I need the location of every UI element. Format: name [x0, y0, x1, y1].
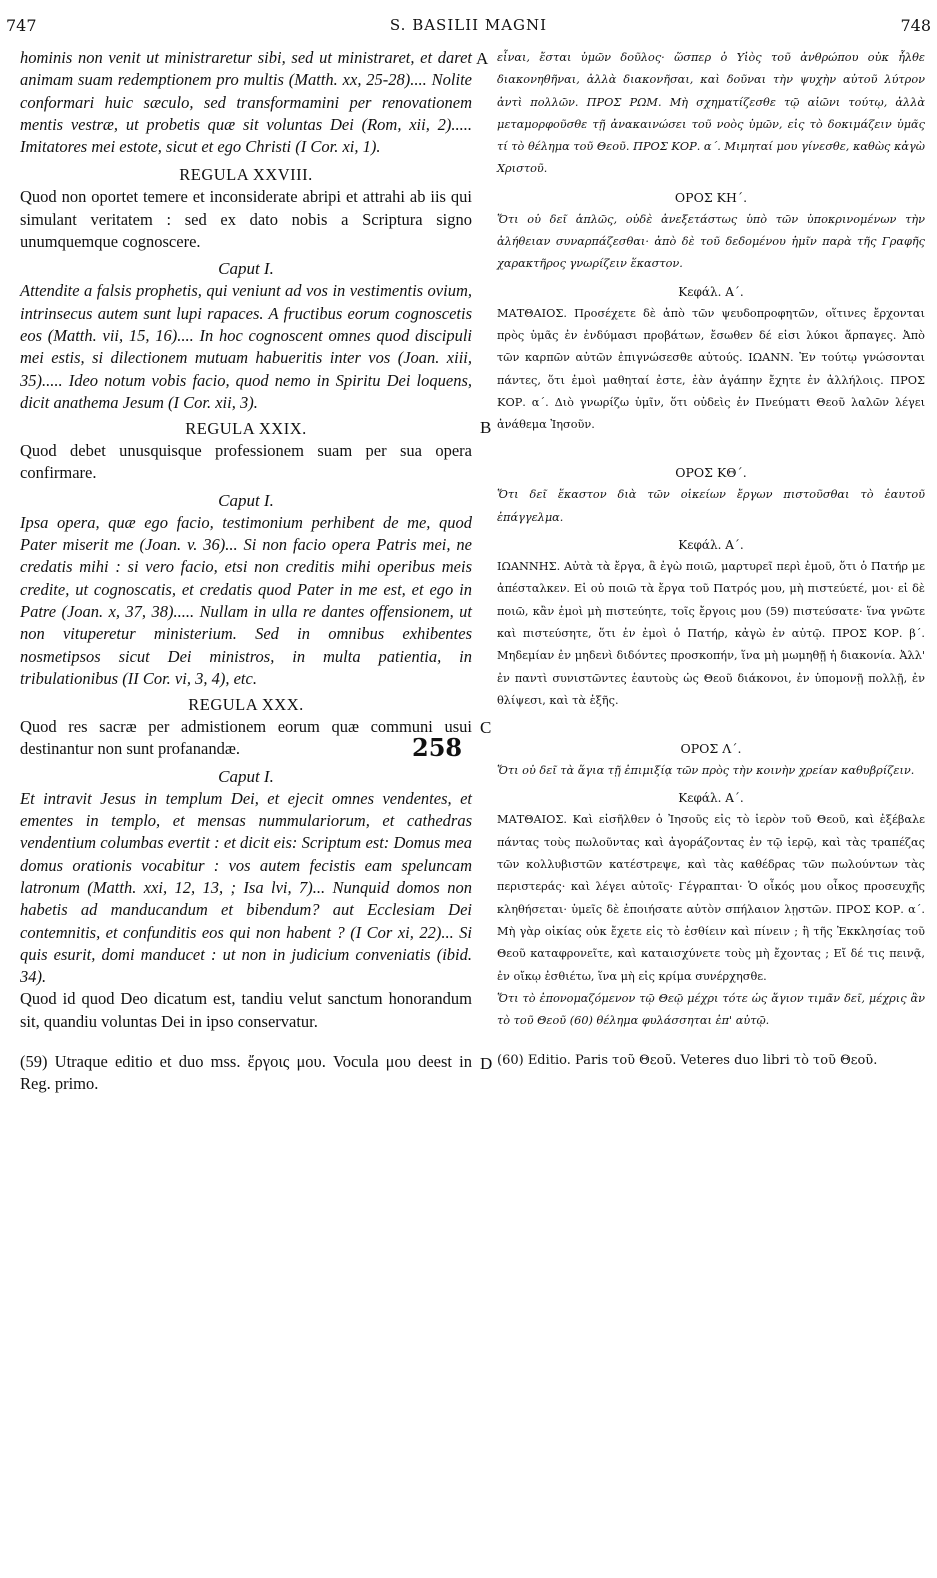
greek-footnote-60: (60) Editio. Paris τοῦ Θεοῦ. Veteres duo libri τὸ τοῦ Θεοῦ.	[497, 1053, 878, 1069]
margin-letter-d: D	[480, 1054, 493, 1073]
latin-rule-29-heading: REGULA XXIX.	[185, 419, 307, 439]
latin-rule-30-second-title: Quod id quod Deo dicatum est, tandiu velut sanctum honorandum sit, quandiu voluntas Dei in ipso conservatur.	[20, 989, 472, 1031]
page-number-left: 747	[6, 16, 37, 35]
latin-footnote-59: (59) Utraque editio et duo mss. ἔργοις μου. Vocula μου deest in Reg. primo.	[20, 1051, 472, 1094]
latin-rule-30-heading: REGULA XXX.	[188, 695, 304, 715]
latin-rule-30-caput: Caput I.	[218, 766, 274, 786]
page-header	[0, 16, 937, 40]
greek-rule-28-heading: ΟΡΟΣ ΚΗ΄.	[674, 189, 748, 205]
latin-opening-text: hominis non venit ut ministraretur sibi, sed ut ministraret, et daret animam suam redemptionem pro multis (Matth. xx, 25-28).... Nolite conformari huic sæculo, sed transformamini per renovationem mentis vestræ, ut probetis quæ sit voluntas Dei (Rom, xii, 2)..... Imitatores mei estote, sicut et ego Christi (I Cor. xi, 1).	[20, 48, 472, 157]
greek-rule-29-caput: Κεφάλ. Α΄.	[678, 538, 744, 553]
latin-rule-29-caput: Caput I.	[218, 490, 274, 510]
greek-rule-30-heading: ΟΡΟΣ Λ΄.	[680, 741, 742, 757]
latin-rule-30-text: Et intravit Jesus in templum Dei, et ejecit omnes vendentes, et ementes in templo, et mensas nummulariorum, et cathedras vendentium columbas evertit : et dicit eis: Scriptum est: Domus mea domus orationis vocabitur : vos autem fecistis eam speluncam latronum (Matth. xxi, 12, 13, ; Isa lvi, 7)... Nunquid domos non habetis ad manducandum et bibendum? aut Ecclesiam Dei contemnitis, et confunditis eos qui non habent ? (I Cor xi, 22)... Si quis esurit, domi manducet : ut non in judicium conveniatis (ibid. 34).	[20, 788, 472, 987]
margin-letter-b: B	[480, 418, 492, 437]
greek-column	[497, 47, 925, 1073]
greek-rule-30-title: Ὅτι οὐ δεῖ τὰ ἅγια τῇ ἐπιμιξίᾳ τῶν πρὸς τὴν κοινὴν χρείαν καθυβρίζειν.	[497, 764, 915, 778]
page-marker-number: 258	[412, 733, 463, 762]
greek-rule-30-caput: Κεφάλ. Α΄.	[678, 791, 744, 806]
latin-rule-28-text: Attendite a falsis prophetis, qui veniunt ad vos in vestimentis ovium, intrinsecus autem sunt lupi rapaces. A fructibus eorum cognoscetis eos (Matth. vii, 15, 16).... In hoc cognoscent omnes quod discipuli mei estis, si dilectionem mutuam habueritis inter vos (Joan. xiii, 35)..... Ideo notum vobis facio, quod nemo in Spiritu Dei loquens, dicit anathema Jesum (I Cor. xii, 3).	[20, 281, 472, 412]
greek-opening-text: εἶναι, ἔσται ὑμῶν δοῦλος· ὥσπερ ὁ Υἱὸς τοῦ ἀνθρώπου οὐκ ἦλθε διακονηθῆναι, ἀλλὰ διακονῆσαι, καὶ δοῦναι τὴν ψυχὴν αὐτοῦ λύτρον ἀντὶ πολλῶν. ΠΡΟΣ ΡΩΜ. Μὴ σχηματίζεσθε τῷ αἰῶνι τούτῳ, ἀλλὰ μεταμορφοῦσθε τῇ ἀνακαινώσει τοῦ νοὸς ὑμῶν, εἰς τὸ δοκιμάζειν ὑμᾶς τί τὸ θέλημα τοῦ Θεοῦ. ΠΡΟΣ ΚΟΡ. α΄. Μιμηταί μου γίνεσθε, καθὼς κἀγὼ Χριστοῦ.	[497, 51, 925, 176]
latin-rule-30-title: Quod res sacræ per admistionem eorum quæ communi usui destinantur non sunt profanandæ.	[20, 717, 472, 759]
running-title: S. BASILII MAGNI	[389, 16, 548, 34]
greek-rule-30-second-title: Ὅτι τὸ ἐπονομαζόμενον τῷ Θεῷ μέχρι τότε ὡς ἅγιον τιμᾶν δεῖ, μέχρις ἂν τὸ τοῦ Θεοῦ (60) θέλημα φυλάσσηται ἐπ' αὐτῷ.	[497, 991, 925, 1028]
greek-rule-28-title: Ὅτι οὐ δεῖ ἁπλῶς, οὐδὲ ἀνεξετάστως ὑπὸ τῶν ὑποκρινομένων τὴν ἀλήθειαν συναρπάζεσθαι· ἀπὸ δὲ τοῦ δεδομένου ἡμῖν παρὰ τῆς Γραφῆς χαρακτῆρος γνωρίζειν ἕκαστον.	[497, 212, 925, 271]
latin-column	[20, 47, 472, 1096]
latin-rule-28-caput: Caput I.	[218, 259, 274, 279]
greek-rule-29-heading: ΟΡΟΣ ΚΘ΄.	[675, 465, 747, 481]
latin-rule-29-text: Ipsa opera, quæ ego facio, testimonium perhibent de me, quod Pater miserit me (Joan. v. 36)... Si non facio opera Patris mei, ne credatis mihi : si vero facio, etsi non creditis mihi operibus meis credite, ut cognoscatis, et credatis quod Pater in me est, et ego in Patre (Joan. x, 37, 38)..... Nullam in ulla re dantes offensionem, ut non vituperetur ministerium. Sed in omnibus exhibentes nosmetipsos sicut Dei ministros, in multa patientia, in tribulationibus (II Cor. vi, 3, 4), etc.	[20, 512, 472, 688]
greek-rule-29-title: Ὅτι δεῖ ἕκαστον διὰ τῶν οἰκείων ἔργων πιστοῦσθαι τὸ ἑαυτοῦ ἐπάγγελμα.	[497, 488, 925, 524]
greek-rule-28-caput: Κεφάλ. Α΄.	[678, 284, 744, 299]
margin-letter-c: C	[480, 718, 492, 737]
greek-rule-29-text: ΙΩΑΝΝΗΣ. Αὐτὰ τὰ ἔργα, ἃ ἐγὼ ποιῶ, μαρτυρεῖ περὶ ἐμοῦ, ὅτι ὁ Πατήρ με ἀπέσταλκεν. Εἰ οὐ ποιῶ τὰ ἔργα τοῦ Πατρός μου, μὴ πιστεύετέ, μοι· εἰ δὲ ποιῶ, κἂν ἐμοὶ μὴ πιστεύητε, τοῖς ἔργοις μου (59) πιστεύσατε· ἵνα γνῶτε καὶ πιστεύσητε, ὅτι ἐν ἐμοὶ ὁ Πατήρ, κἀγὼ ἐν αὐτῷ. ΠΡΟΣ ΚΟΡ. β΄. Μηδεμίαν ἐν μηδενὶ διδόντες προσκοπήν, ἵνα μὴ μωμηθῇ ἡ διακονία. Ἀλλ' ἐν παντὶ συνιστῶντες ἑαυτοὺς ὡς Θεοῦ διάκονοι, ἐν ὑπομονῇ πολλῇ, ἐν θλίψεσι, καὶ τὰ ἑξῆς.	[497, 560, 925, 707]
latin-rule-28-heading: REGULA XXVIII.	[179, 165, 313, 185]
greek-rule-28-text: ΜΑΤΘΑΙΟΣ. Προσέχετε δὲ ἀπὸ τῶν ψευδοπροφητῶν, οἵτινες ἔρχονται πρὸς ὑμᾶς ἐν ἐνδύμασι προβάτων, ἔσωθεν δέ εἰσι λύκοι ἅρπαγες. Ἀπὸ τῶν καρπῶν αὐτῶν ἐπιγνώσεσθε αὐτούς. ΙΩΑΝΝ. Ἐν τούτῳ γνώσονται πάντες, ὅτι ἐμοὶ μαθηταί ἐστε, ἐὰν ἀγάπην ἔχητε ἐν ἀλλήλοις. ΠΡΟΣ ΚΟΡ. α΄. Διὸ γνωρίζω ὑμῖν, ὅτι οὐδεὶς ἐν Πνεύματι Θεοῦ λαλῶν λέγει ἀνάθεμα Ἰησοῦν.	[497, 306, 925, 432]
latin-rule-29-title: Quod debet unusquisque professionem suam per sua opera confirmare.	[20, 441, 472, 483]
greek-rule-30-text: ΜΑΤΘΑΙΟΣ. Καὶ εἰσῆλθεν ὁ Ἰησοῦς εἰς τὸ ἱερὸν τοῦ Θεοῦ, καὶ ἐξέβαλε πάντας τοὺς πωλοῦντας καὶ ἀγοράζοντας ἐν τῷ ἱερῷ, καὶ τὰς τραπέζας τῶν κολλυβιστῶν κατέστρεψε, καὶ τὰς καθέδρας τῶν πωλούντων τὰς περιστεράς· καὶ λέγει αὐτοῖς· Γέγραπται· Ὁ οἶκός μου οἶκος προσευχῆς κληθήσεται· ὑμεῖς δὲ ἐποιήσατε αὐτὸν σπήλαιον λῃστῶν. ΠΡΟΣ ΚΟΡ. α΄. Μὴ γὰρ οἰκίας οὐκ ἔχετε εἰς τὸ ἐσθίειν καὶ πίνειν ; ἢ τῆς Ἐκκλησίας τοῦ Θεοῦ καταφρονεῖτε, καὶ καταισχύνετε τοὺς μὴ ἔχοντας ; Εἴ δέ τις πεινᾷ, ἐν οἴκῳ ἐσθιέτω, ἵνα μὴ εἰς κρίμα συνέρχησθε.	[497, 813, 925, 983]
margin-letter-a: A	[476, 49, 489, 68]
latin-rule-28-title: Quod non oportet temere et inconsiderate abripi et attrahi ab iis qui simulant veritatem : sed ex dato nobis a Scriptura signo unumquemque cognoscere.	[20, 187, 472, 252]
page-number-right: 748	[900, 16, 931, 35]
